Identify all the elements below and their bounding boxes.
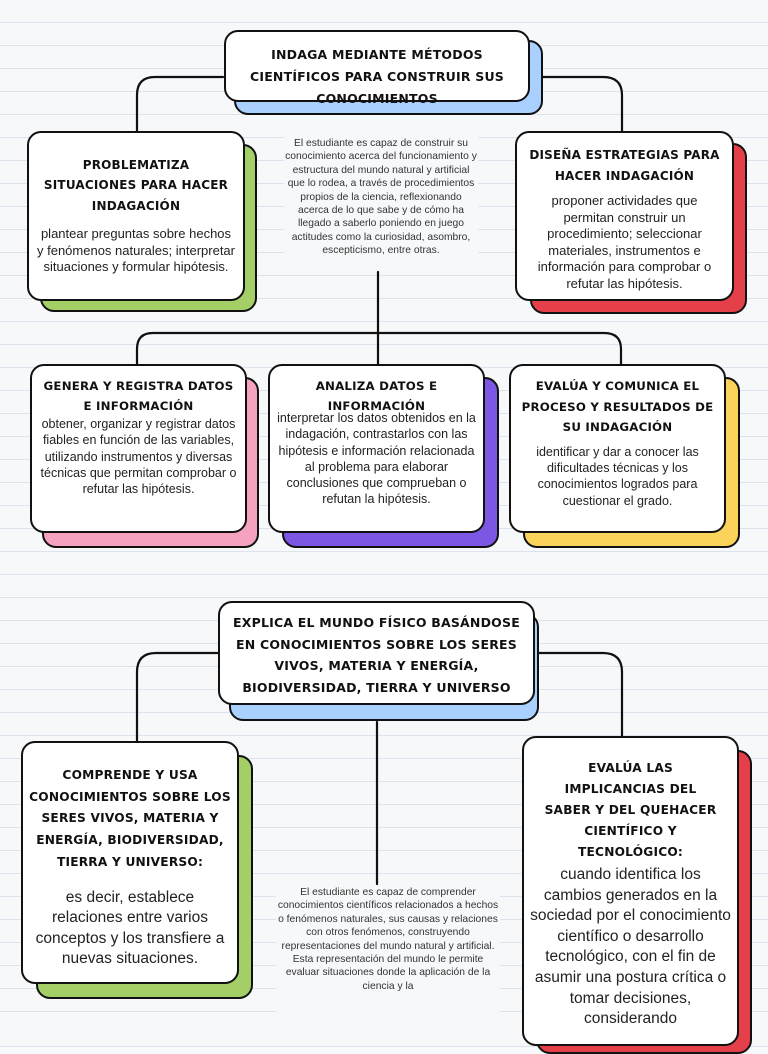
main-title-2-text: EXPLICA EL MUNDO FÍSICO BASÁNDOSE EN CONOCIMIENTOS SOBRE LOS SERES VIVOS, MATERIA Y ENERGÍA, BIODIVERSIDAD, TIERRA Y UNIVERSO <box>233 615 520 695</box>
genera-text: obtener, organizar y registrar datos fiables en función de las variables, utilizando instrumentos y diversas técnicas que permitan comprobar o refutar las hipótesis. <box>40 417 237 497</box>
disena-title: DISEÑA ESTRATEGIAS PARA HACER INDAGACIÓN <box>529 148 720 183</box>
disena-text: proponer actividades que permitan construir un procedimiento; seleccionar materiales, instrumentos e información para comprobar o refutar las hipótesis. <box>537 193 712 291</box>
disena-card <box>515 131 734 301</box>
problematiza-text: plantear preguntas sobre hechos y fenómenos naturales; interpretar situaciones y formular hipótesis. <box>37 226 235 275</box>
problematiza-title: PROBLEMATIZA SITUACIONES PARA HACER INDAGACIÓN <box>43 158 229 213</box>
implicancias-title: EVALÚA LAS IMPLICANCIAS DEL SABER Y DEL QUEHACER CIENTÍFICO Y TECNOLÓGICO: <box>544 761 717 859</box>
comprende-card <box>21 741 239 984</box>
problematiza-card <box>27 131 245 301</box>
main-title-2 <box>218 601 535 705</box>
main-title-1-text: INDAGA MEDIANTE MÉTODOS CIENTÍFICOS PARA CONSTRUIR SUS CONOCIMIENTOS <box>249 47 505 106</box>
evalua-text: identificar y dar a conocer las dificultades técnicas y los conocimientos logrados para cuestionar el grado. <box>536 444 699 508</box>
evalua-card <box>509 364 726 533</box>
main-title-1 <box>224 30 530 106</box>
analiza-text: interpretar los datos obtenidos en la indagación, contrastarlos con las hipótesis e información relacionada al problema para elaborar conclusiones que comprueban o refutan la hipótesis. <box>277 411 476 507</box>
description-2: El estudiante es capaz de comprender conocimientos científicos relacionados a hechos o fenómenos naturales, sus causas y relaciones con otros fenómenos, construyendo representaciones del mundo natural y artificial. Esta representación del mundo le permite evaluar situaciones donde la aplicación de la ciencia y la <box>276 886 500 1024</box>
implicancias-text: cuando identifica los cambios generados en la sociedad por el conocimiento científico o desarrollo tecnológico, con el fin de asumir una postura crítica o tomar decisiones, considerando <box>530 865 731 1028</box>
genera-title: GENERA Y REGISTRA DATOS E INFORMACIÓN <box>43 379 234 414</box>
analiza-card <box>268 364 485 533</box>
comprende-title: COMPRENDE Y USA CONOCIMIENTOS SOBRE LOS SERES VIVOS, MATERIA Y ENERGÍA, BIODIVERSIDAD, TIERRA Y UNIVERSO: <box>29 768 231 869</box>
comprende-text: es decir, establece relaciones entre varios conceptos y los transfiere a nuevas situaciones. <box>35 888 225 968</box>
analiza-title: ANALIZA DATOS E INFORMACIÓN <box>315 379 438 414</box>
implicancias-card <box>522 736 739 1046</box>
description-1: El estudiante es capaz de construir su conocimiento acerca del funcionamiento y estructura del mundo natural y artificial que lo rodea, a través de procedimientos propios de la ciencia, reflexionando acerca de lo que sabe y de cómo ha llegado a saberlo poniendo en juego actitudes como la curiosidad, asombro, escepticismo, entre otras. <box>285 138 477 256</box>
genera-card <box>30 364 247 533</box>
evalua-title: EVALÚA Y COMUNICA EL PROCESO Y RESULTADOS DE SU INDAGACIÓN <box>521 379 714 435</box>
